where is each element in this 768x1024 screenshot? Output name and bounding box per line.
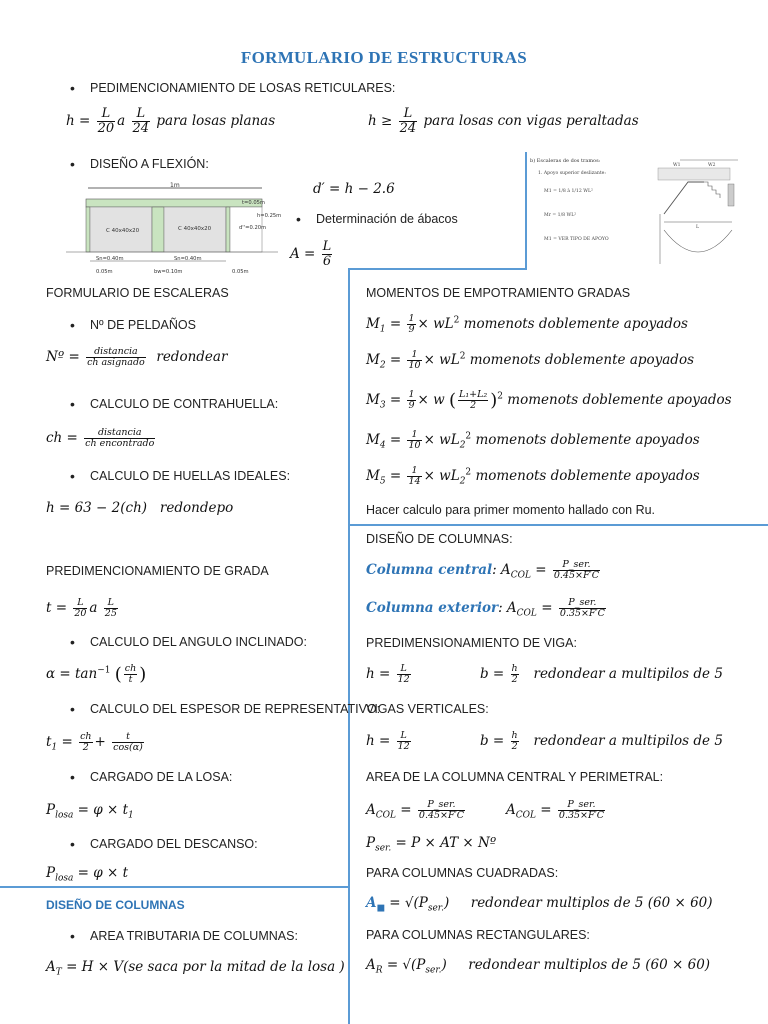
formula-area-tributaria: $A_T = H \times V(se$ saca por la mitad de la losa ) [46, 959, 345, 978]
momentos-title: MOMENTOS DE EMPOTRAMIENTO GRADAS [366, 286, 631, 300]
bullet-cargado-descanso: • CARGADO DEL DESCANSO: [90, 837, 258, 851]
slab-section-diagram [66, 180, 282, 278]
formula-plosa-2: $P_{losa} = \varphi \times t$ [46, 865, 129, 884]
svg-text:Mr = 1/8 WL²: Mr = 1/8 WL² [544, 213, 577, 218]
divider-right-mid [348, 524, 768, 526]
svg-text:W1: W1 [673, 163, 681, 168]
bullet-cargado-losa: • CARGADO DE LA LOSA: [90, 770, 232, 784]
block-right-label: C 40x40x20 [178, 226, 212, 232]
formula-plosa-1: $P_{losa} = \varphi \times t_1$ [46, 802, 134, 821]
rectangulares-title: PARA COLUMNAS RECTANGULARES: [366, 928, 590, 942]
bullet-huellas: • CALCULO DE HUELLAS IDEALES: [90, 469, 290, 483]
formula-pser: $P_{ser.} = P$ × AT × Nº [366, 835, 497, 854]
escaleras-title: FORMULARIO DE ESCALERAS [46, 286, 229, 300]
t-label: t=0.05m [242, 200, 265, 206]
formula-acol-central: $A_{COL}$ = P_ser. 0.45×F′C [366, 799, 465, 821]
divider-top-right [525, 152, 527, 270]
area-columna-title: AREA DE LA COLUMNA CENTRAL Y PERIMETRAL: [366, 770, 664, 784]
left-gap-label: 0.05m [96, 269, 113, 275]
sn-left-label: Sn=0.40m [96, 256, 124, 262]
svg-text:1. Apoyo superior deslizante:: 1. Apoyo superior deslizante: [538, 171, 606, 176]
formula-t: t = $\frac{L}{20}$ a $\frac{L}{25}$ [46, 597, 117, 619]
bullet-abacos: • Determinación de ábacos [316, 212, 458, 226]
cuadradas-title: PARA COLUMNAS CUADRADAS: [366, 866, 559, 880]
stair-support-figure [528, 154, 740, 276]
formula-m4: $M_4$ = $\frac{1}{10}$ × $wL_2^2$ momenots doblemente apoyados [366, 429, 700, 451]
block-left-label: C 40x40x20 [106, 228, 140, 234]
formula-contrahuella: ch = distancia ch encontrado [46, 427, 155, 449]
viga-title: PREDIMENSIONAMIENTO DE VIGA: [366, 636, 577, 650]
vigas-verticales-title: VIGAS VERTICALES: [366, 702, 489, 716]
slab-top-dim: 1m [170, 182, 180, 189]
formula-a: A = $\frac{L}{6}$ [290, 239, 332, 269]
bullet-area-tributaria: • AREA TRIBUTARIA DE COLUMNAS: [90, 929, 298, 943]
sn-right-label: Sn=0.40m [174, 256, 202, 262]
bullet-contrahuella: • CALCULO DE CONTRAHUELLA: [90, 397, 278, 411]
columnas-title-left: DISEÑO DE COLUMNAS [46, 898, 185, 912]
columnas-title-right: DISEÑO DE COLUMNAS: [366, 532, 513, 546]
divider-step [348, 268, 527, 270]
svg-text:b) Escaleras de dos tramos:: b) Escaleras de dos tramos: [530, 158, 601, 164]
formula-h-losas-vigas: h ≥ $\frac{L}{24}$ para losas con vigas peraltadas [368, 106, 639, 136]
formula-vigas-verticales-b: b = $\frac{h}{2}$ redondear a multipilos de 5 [480, 730, 723, 752]
grada-title: PREDIMENCIONAMIENTO DE GRADA [46, 564, 269, 578]
divider-center [348, 268, 350, 1024]
formula-viga: h = $\frac{L}{12}$ [366, 663, 410, 685]
right-gap-label: 0.05m [232, 269, 249, 275]
h-label: h=0.25m [257, 213, 282, 219]
formula-alpha: $\alpha = \tan^{-1}$ ( $\frac{ch}{t}$ ) [46, 663, 147, 685]
formula-huellas: h = 63 − 2(ch) redondepo [46, 500, 234, 516]
svg-text:L: L [696, 225, 699, 230]
formula-h-losas-planas: h = $\frac{L}{20}$ a $\frac{L}{24}$ para losas planas [66, 106, 276, 136]
bullet-espesor: • CALCULO DEL ESPESOR DE REPRESENTATIVO: [90, 702, 380, 716]
svg-text:W2: W2 [708, 163, 716, 168]
bullet-peldanos: • Nº DE PELDAÑOS [90, 318, 196, 332]
formula-peldanos: Nº = distancia ch asignado redondear [46, 346, 228, 368]
formula-m5: $M_5$ = $\frac{1}{14}$ × $wL_2^2$ momenots doblemente apoyados [366, 465, 700, 487]
formula-d: d′ = h − 2.6 [313, 181, 395, 197]
bullet-diseno-flexion: • DISEÑO A FLEXIÓN: [90, 157, 209, 171]
formula-m2: $M_2$ = $\frac{1}{10}$ × $wL^2$ momenots doblemente apoyados [366, 349, 695, 371]
formula-m1: $M_1$ = $\frac{1}{9}$ × $wL^2$ momenots doblemente apoyados [366, 313, 688, 335]
formula-t1: $t_1$ = $\frac{ch}{2}$ + $\frac{t}{\cos(\alpha)}$ [46, 731, 143, 753]
svg-text:M1 = 1/8 à 1/12 WL²: M1 = 1/8 à 1/12 WL² [544, 189, 593, 194]
formula-columna-exterior: Columna exterior: $A_{COL}$ = P_ser. 0.35×F′C [366, 597, 605, 619]
formula-columnas-rectangulares: $A_R = √(P_{ser.})$ redondear multiplos de 5 (60 × 60) [366, 957, 711, 976]
bullet-losas-reticulares: • PEDIMENCIONAMIENTO DE LOSAS RETICULARES: [90, 81, 395, 95]
divider-left-bottom [0, 886, 350, 888]
formula-m3: $M_3$ = $\frac{1}{9}$ × w ( $\frac{\text{L₁+L₂}}{2}$ )$^2$ momenots doblemente apoyados [366, 389, 732, 411]
ru-note: Hacer calculo para primer momento hallado con Ru. [366, 503, 656, 517]
formula-columna-central: Columna central: $A_{COL}$ = P_ser. 0.45×F′C [366, 559, 599, 581]
bw-label: bw=0.10m [154, 269, 183, 275]
formula-acol-perimetral: $A_{COL}$ = P_ser. 0.35×F′C [506, 799, 605, 821]
page-title: FORMULARIO DE ESTRUCTURAS [240, 48, 528, 67]
formula-viga-b: b = $\frac{h}{2}$ redondear a multipilos de 5 [480, 663, 723, 685]
bullet-angulo: • CALCULO DEL ANGULO INCLINADO: [90, 635, 307, 649]
svg-text:M1 = VER TIPO DE APOYO: M1 = VER TIPO DE APOYO [544, 237, 609, 242]
d-label: d''=0.20m [239, 225, 267, 231]
formula-vigas-verticales: h = $\frac{L}{12}$ [366, 730, 410, 752]
formula-columnas-cuadradas: $A_■ = √(P_{ser.})$ redondear multiplos de 5 (60 × 60) [366, 895, 713, 914]
